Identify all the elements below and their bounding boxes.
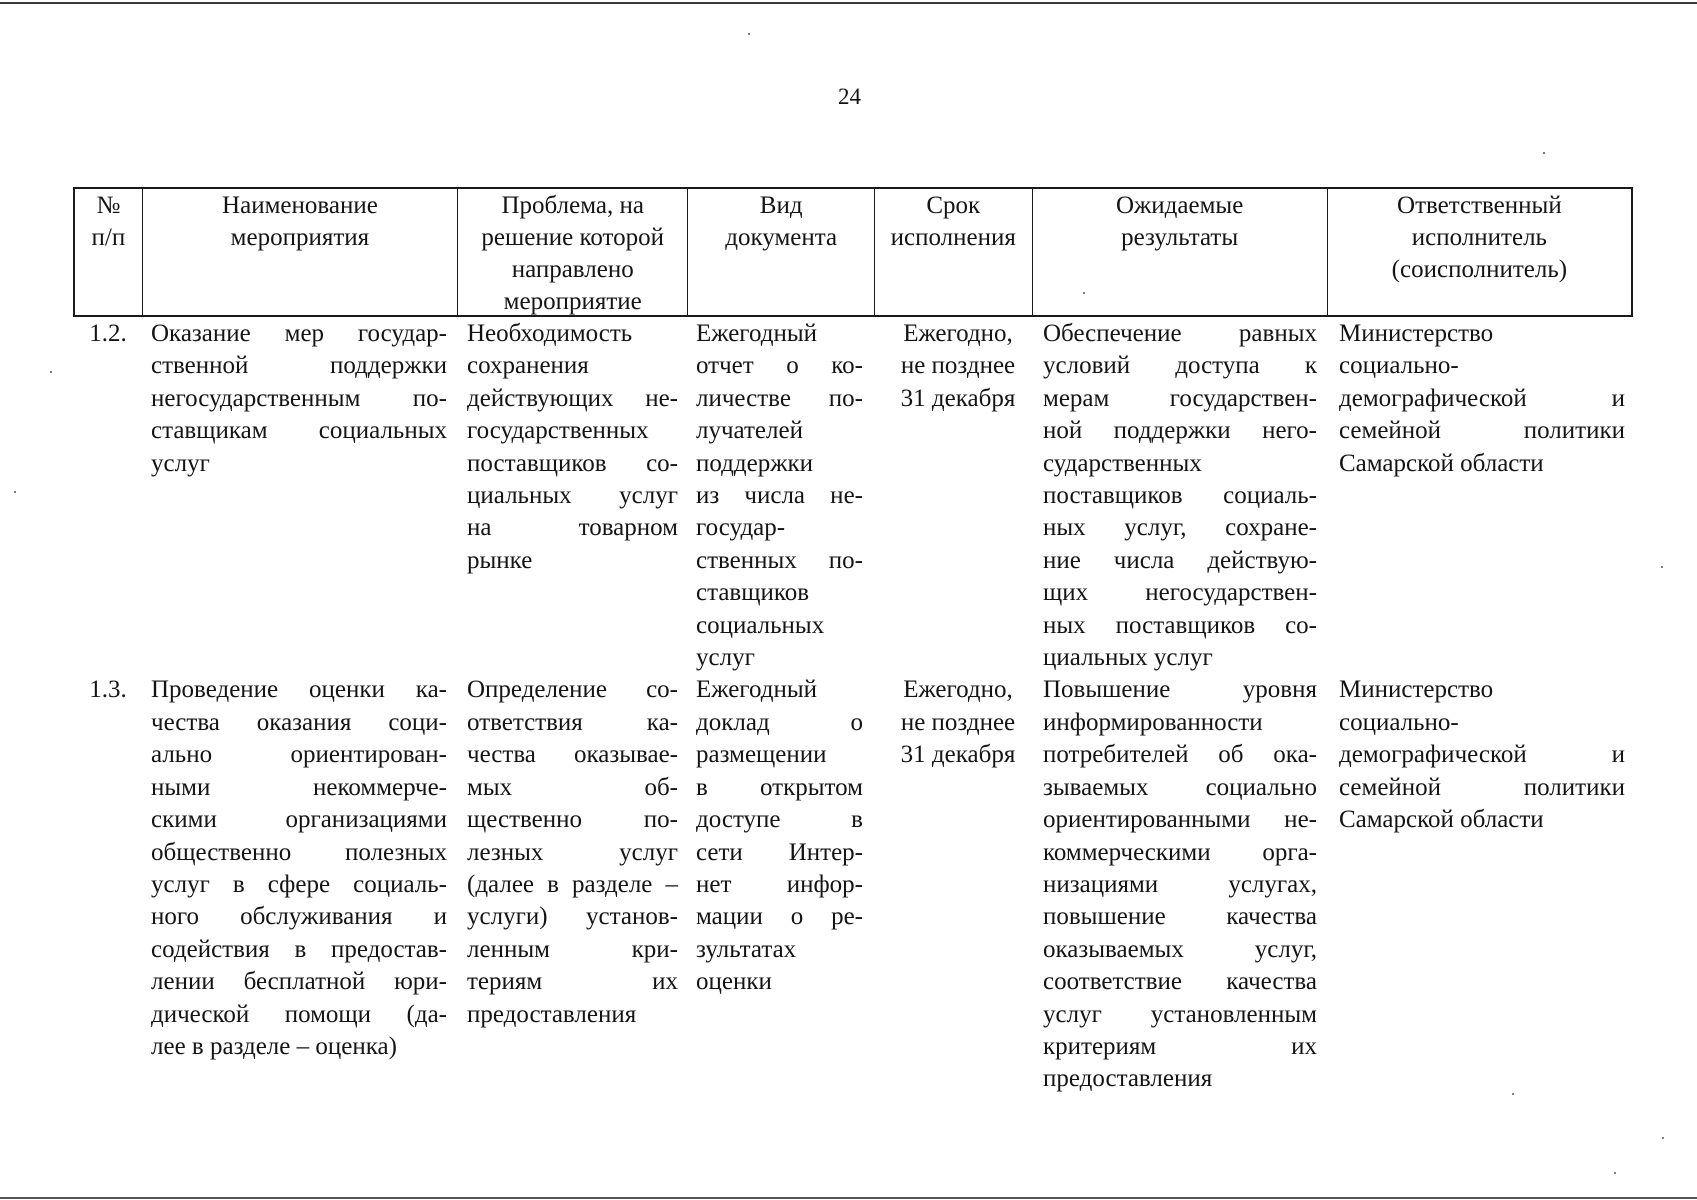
cell-text-line: ние числа действую- [1043, 546, 1317, 574]
header-text: мероприятие [503, 288, 642, 315]
table-body [73, 318, 1633, 1096]
header-text: мероприятия [230, 224, 370, 251]
cell-text-line: услуг в сфере социаль- [151, 870, 447, 898]
cell-text-line: циальных услуг [467, 482, 678, 510]
cell-text-line: в открытом [696, 773, 863, 801]
header-text: Вид [759, 192, 803, 219]
cell-text-line: ставщикам социальных [151, 417, 447, 445]
cell-text-line: Оказание мер государ- [151, 320, 447, 347]
header-text: Ответственный [1397, 192, 1562, 219]
cell-text-line: повышение качества [1043, 903, 1317, 931]
cell-text-line: сохранения [467, 352, 589, 380]
cell-expected-results [1033, 674, 1329, 1095]
cell-text-line: ного обслуживания и [151, 903, 447, 931]
cell-text-line: услуги) установ- [467, 903, 678, 931]
cell-text-line: доступе в [696, 806, 863, 834]
cell-text-line: Повышение уровня [1043, 676, 1317, 704]
cell-text-line: содействия в предостав- [151, 935, 447, 963]
cell-number [73, 674, 141, 1095]
cell-text-line: поддержки [696, 449, 813, 477]
scan-speck [1662, 1137, 1664, 1139]
scan-edge-line-top [0, 2, 1697, 4]
cell-text-line: Министерство [1339, 676, 1494, 704]
header-text: п/п [91, 224, 126, 251]
table-header [73, 187, 1633, 317]
cell-text-line: социальных [696, 611, 825, 639]
scan-speck [14, 491, 16, 493]
cell-text-line: услуг установленным [1043, 1000, 1317, 1028]
header-cell-deadline [875, 189, 1033, 315]
scan-speck [50, 371, 52, 373]
header-cell-doc-type [688, 189, 875, 315]
cell-text-line: ально ориентирован- [151, 741, 447, 769]
cell-text-line: мации о ре- [696, 903, 863, 931]
cell-text-line: зываемых социально [1043, 773, 1317, 801]
cell-text-line: чества оказывае- [467, 741, 678, 769]
cell-activity-name [141, 318, 457, 674]
cell-text-line: коммерческими орга- [1043, 838, 1317, 866]
cell-text-line: 1.2. [89, 320, 127, 347]
cell-text-line: ставщиков [696, 579, 810, 607]
cell-text-line: скими организациями [151, 806, 447, 834]
cell-text-line: отчет о ко- [696, 352, 863, 380]
scan-speck [1614, 1172, 1616, 1174]
cell-text-line: циальных услуг [1043, 644, 1213, 672]
cell-text-line: доклад о [696, 708, 863, 736]
cell-text-line: ответствия ка- [467, 708, 678, 736]
cell-text-line: Определение со- [467, 676, 678, 704]
cell-text-line: предоставления [1043, 1065, 1213, 1093]
cell-text-line: Обеспечение равных [1043, 320, 1317, 347]
cell-text-line: информированности [1043, 708, 1263, 736]
page-number: 24 [838, 84, 861, 109]
cell-text-line: критериям их [1043, 1032, 1317, 1060]
cell-text-line: услуг [696, 644, 755, 672]
cell-text-line: ленным кри- [467, 935, 678, 963]
header-cell-number [75, 189, 143, 315]
cell-text-line: ориентированными не- [1043, 806, 1317, 834]
cell-text-line: из числа не- [696, 482, 863, 510]
cell-text-line: Ежегодно, [903, 320, 1013, 347]
cell-document-type [688, 318, 875, 674]
cell-text-line: щественно по- [467, 806, 678, 834]
header-text: (соисполнитель) [1391, 256, 1568, 283]
cell-text-line: 1.3. [89, 676, 127, 704]
cell-text-line: не позднее [900, 708, 1016, 736]
cell-text-line: мерам государствен- [1043, 384, 1317, 412]
scan-speck [1661, 566, 1663, 568]
header-text: исполнения [890, 224, 1016, 251]
cell-text-line: ственных по- [696, 546, 863, 574]
header-text: Срок [926, 192, 981, 219]
cell-text-line: ственной поддержки [151, 352, 447, 380]
cell-text-line: семейной политики [1339, 773, 1625, 801]
cell-text-line: Необходимость [467, 320, 633, 347]
cell-text-line: демографической и [1339, 741, 1625, 769]
header-text: Проблема, на [501, 192, 644, 219]
cell-text-line: ной поддержки него- [1043, 417, 1317, 445]
header-text: Ожидаемые [1115, 192, 1244, 219]
cell-text-line: нет инфор- [696, 870, 863, 898]
header-text: Наименование [222, 192, 378, 219]
cell-text-line: 31 декабря [900, 741, 1016, 769]
cell-text-line: демографической и [1339, 384, 1625, 412]
cell-text-line: государ- [696, 514, 786, 542]
cell-text-line: териям их [467, 968, 678, 996]
cell-expected-results [1033, 318, 1329, 674]
table-row [73, 318, 1633, 674]
cell-text-line: личестве по- [696, 384, 863, 412]
cell-text-line: поставщиков со- [467, 449, 678, 477]
cell-problem [457, 674, 688, 1095]
cell-text-line: предоставления [467, 1000, 637, 1028]
cell-text-line: сети Интер- [696, 838, 863, 866]
cell-text-line: 31 декабря [900, 384, 1016, 412]
cell-text-line: низациями услугах, [1043, 870, 1317, 898]
cell-text-line: услуг [151, 449, 210, 477]
cell-text-line: государственных [467, 417, 649, 445]
cell-text-line: дической помощи (да- [151, 1000, 447, 1028]
header-cell-name [143, 189, 458, 315]
cell-text-line: мых об- [467, 773, 678, 801]
cell-document-type [688, 674, 875, 1095]
cell-text-line: социально- [1339, 352, 1459, 380]
header-text: № [96, 192, 121, 219]
cell-text-line: (далее в разделе – [467, 870, 678, 898]
cell-text-line: оказываемых услуг, [1043, 935, 1317, 963]
scan-speck [1543, 152, 1545, 154]
cell-text-line: лее в разделе – оценка) [151, 1032, 397, 1060]
cell-text-line: на товарном [467, 514, 678, 542]
cell-text-line: семейной политики [1339, 417, 1625, 445]
cell-problem [457, 318, 688, 674]
cell-text-line: Самарской области [1339, 806, 1544, 834]
cell-activity-name [141, 674, 457, 1095]
cell-text-line: действующих не- [467, 384, 678, 412]
cell-text-line: лезных услуг [467, 838, 678, 866]
cell-text-line: Министерство [1339, 320, 1494, 347]
cell-text-line: зультатах [696, 935, 797, 963]
cell-text-line: оценки [696, 968, 772, 996]
cell-text-line: Ежегодный [696, 320, 817, 347]
cell-responsible [1329, 318, 1633, 674]
cell-text-line: соответствие качества [1043, 968, 1317, 996]
scan-edge-line-bottom [0, 1197, 1697, 1199]
cell-text-line: щих негосударствен- [1043, 579, 1317, 607]
cell-text-line: потребителей об ока- [1043, 741, 1317, 769]
header-cell-problem [458, 189, 688, 315]
cell-text-line: лении бесплатной юри- [151, 968, 447, 996]
cell-text-line: условий доступа к [1043, 352, 1317, 380]
cell-text-line: Ежегодный [696, 676, 817, 704]
cell-responsible [1329, 674, 1633, 1095]
cell-text-line: лучателей [696, 417, 803, 445]
header-text: исполнитель [1411, 224, 1547, 251]
cell-text-line: Ежегодно, [903, 676, 1013, 704]
cell-text-line: ными некоммерче- [151, 773, 447, 801]
cell-text-line: поставщиков социаль- [1043, 482, 1317, 510]
header-text: документа [725, 224, 838, 251]
cell-text-line: размещении [696, 741, 827, 769]
header-text: результаты [1121, 224, 1239, 251]
cell-text-line: не позднее [900, 352, 1016, 380]
header-cell-results [1033, 189, 1328, 315]
cell-text-line: сударственных [1043, 449, 1202, 477]
cell-text-line: чества оказания соци- [151, 708, 447, 736]
cell-text-line: Проведение оценки ка- [151, 676, 447, 704]
cell-text-line: ных поставщиков со- [1043, 611, 1317, 639]
cell-deadline [875, 318, 1033, 674]
cell-text-line: Самарской области [1339, 449, 1544, 477]
header-cell-responsible [1328, 189, 1631, 315]
cell-text-line: ных услуг, сохране- [1043, 514, 1317, 542]
cell-text-line: негосударственным по- [151, 384, 447, 412]
header-text: направлено [511, 256, 634, 283]
cell-text-line: рынке [467, 546, 533, 574]
cell-deadline [875, 674, 1033, 1095]
scan-speck [748, 33, 750, 35]
cell-text-line: социально- [1339, 708, 1459, 736]
table-row [73, 674, 1633, 1095]
header-text: решение которой [481, 224, 664, 251]
cell-text-line: общественно полезных [151, 838, 447, 866]
cell-number [73, 318, 141, 674]
